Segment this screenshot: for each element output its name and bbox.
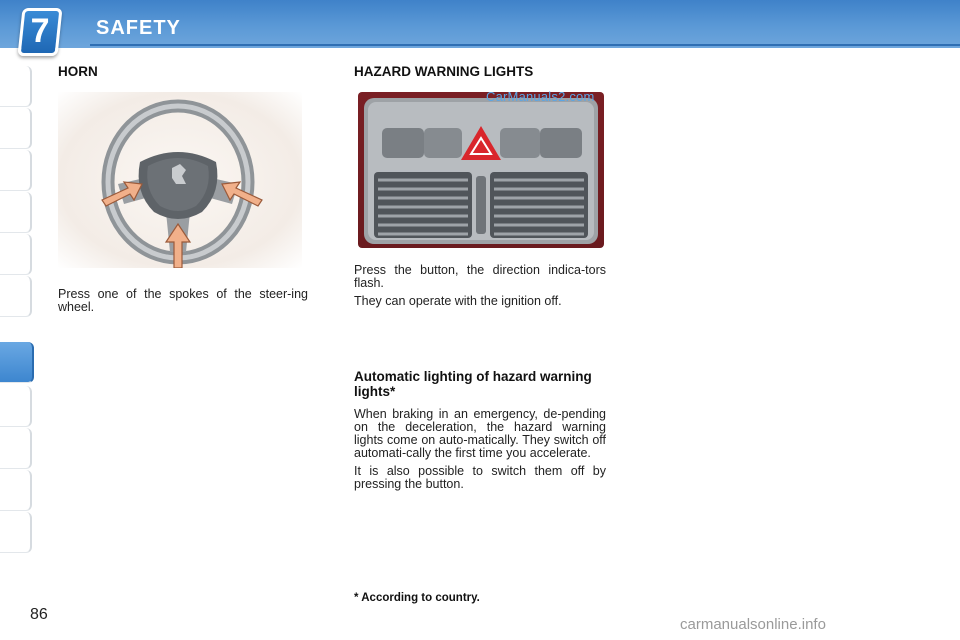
chapter-tab-10[interactable] [0,470,32,511]
chapter-number: 7 [30,12,50,50]
chapter-tab-9[interactable] [0,428,32,469]
automatic-paragraph-2: It is also possible to switch them off by pressing the button. [354,464,606,491]
chapter-tab-8[interactable] [0,386,32,427]
automatic-paragraph-1: When braking in an emergency, de-pending on the deceleration, the hazard warning lights come on auto-matically. They switch off automati-cally the first time you accelerate. [354,407,606,460]
chapter-tab-3[interactable] [0,150,32,191]
chapter-tab-1[interactable] [0,66,32,107]
horn-paragraph: Press one of the spokes of the steer-ing wheel. [58,287,308,314]
chapter-tab-2[interactable] [0,108,32,149]
chapter-tab-5[interactable] [0,234,32,275]
hazard-instructions [354,264,606,313]
header-rule [90,44,960,46]
steering-wheel-illustration [58,92,302,268]
automatic-hazard-instructions [354,408,606,496]
chapter-tab-4[interactable] [0,192,32,233]
image-watermark: CarManuals2.com [486,89,595,104]
footnote: * According to country. [354,592,480,604]
chapter-badge [17,8,62,56]
chapter-title: SAFETY [96,17,181,39]
page-number: 86 [30,606,48,623]
chapter-tab-strip [0,66,34,576]
chapter-tab-6[interactable] [0,276,32,317]
automatic-hazard-heading: Automatic lighting of hazard warning lights* [354,369,592,399]
horn-instructions [58,288,308,319]
horn-heading: HORN [58,64,98,79]
hazard-heading: HAZARD WARNING LIGHTS [354,64,534,79]
chapter-tab-7-active[interactable] [0,342,34,383]
footer-watermark: carmanualsonline.info [680,616,826,633]
hazard-paragraph-2: They can operate with the ignition off. [354,294,562,308]
chapter-tab-11[interactable] [0,512,32,553]
hazard-console-illustration [358,92,604,248]
hazard-paragraph-1: Press the button, the direction indica-tors flash. [354,263,606,290]
